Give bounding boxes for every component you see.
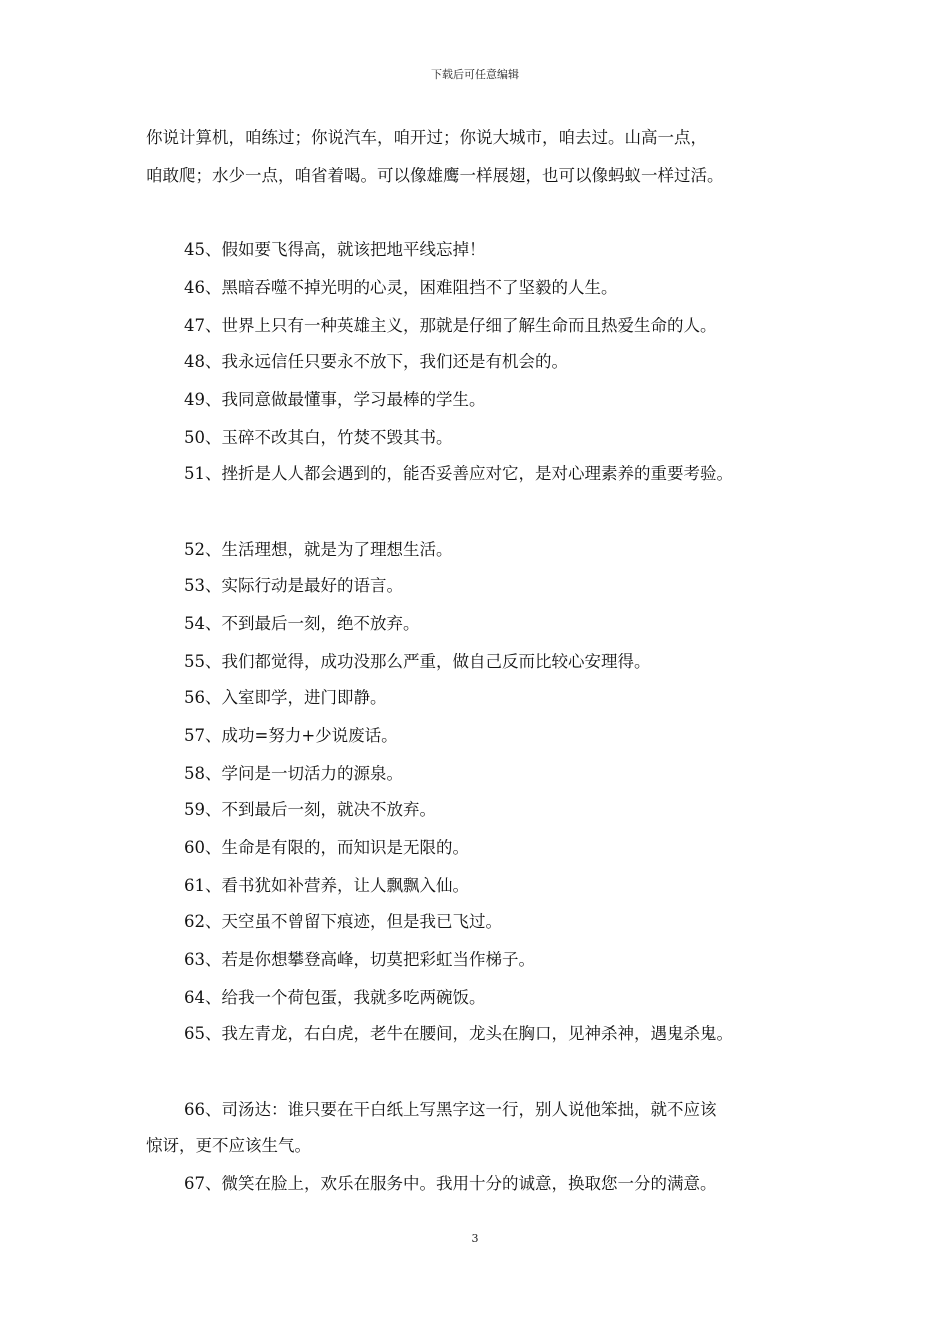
list-item: 62、天空虽不曾留下痕迹，但是我已飞过。 bbox=[184, 912, 502, 931]
list-item: 66、司汤达：谁只要在干白纸上写黑字这一行，别人说他笨拙，就不应该 bbox=[184, 1100, 717, 1119]
list-item: 60、生命是有限的，而知识是无限的。 bbox=[184, 838, 469, 857]
paragraph-line: 你说计算机，咱练过；你说汽车，咱开过；你说大城市，咱去过。山高一点， bbox=[146, 128, 707, 147]
list-item: 57、成功=努力+少说废话。 bbox=[184, 726, 398, 745]
list-item: 67、微笑在脸上，欢乐在服务中。我用十分的诚意，换取您一分的满意。 bbox=[184, 1174, 717, 1193]
list-item: 53、实际行动是最好的语言。 bbox=[184, 576, 403, 595]
list-item: 59、不到最后一刻，就决不放弃。 bbox=[184, 800, 436, 819]
list-item: 55、我们都觉得，成功没那么严重，做自己反而比较心安理得。 bbox=[184, 652, 651, 671]
list-item: 48、我永远信任只要永不放下，我们还是有机会的。 bbox=[184, 352, 568, 371]
list-item: 61、看书犹如补营养，让人飘飘入仙。 bbox=[184, 876, 469, 895]
list-item: 54、不到最后一刻，绝不放弃。 bbox=[184, 614, 420, 633]
list-item: 65、我左青龙，右白虎，老牛在腰间，龙头在胸口，见神杀神，遇鬼杀鬼。 bbox=[184, 1024, 733, 1043]
list-item: 50、玉碎不改其白，竹焚不毁其书。 bbox=[184, 428, 453, 447]
list-item: 58、学问是一切活力的源泉。 bbox=[184, 764, 403, 783]
list-item: 46、黑暗吞噬不掉光明的心灵，困难阻挡不了坚毅的人生。 bbox=[184, 278, 618, 297]
page-number: 3 bbox=[471, 1232, 479, 1245]
list-item: 49、我同意做最懂事，学习最棒的学生。 bbox=[184, 390, 486, 409]
list-item: 45、假如要飞得高，就该把地平线忘掉！ bbox=[184, 240, 486, 259]
list-item: 52、生活理想，就是为了理想生活。 bbox=[184, 540, 453, 559]
page-header: 下载后可任意编辑 bbox=[431, 68, 519, 81]
list-item: 64、给我一个荷包蛋，我就多吃两碗饭。 bbox=[184, 988, 486, 1007]
list-item: 47、世界上只有一种英雄主义，那就是仔细了解生命而且热爱生命的人。 bbox=[184, 316, 717, 335]
list-item-continuation: 惊讶，更不应该生气。 bbox=[146, 1136, 311, 1155]
list-item: 56、入室即学，进门即静。 bbox=[184, 688, 387, 707]
list-item: 63、若是你想攀登高峰，切莫把彩虹当作梯子。 bbox=[184, 950, 535, 969]
list-item: 51、挫折是人人都会遇到的，能否妥善应对它，是对心理素养的重要考验。 bbox=[184, 464, 733, 483]
paragraph-line: 咱敢爬；水少一点，咱省着喝。可以像雄鹰一样展翅，也可以像蚂蚁一样过活。 bbox=[146, 166, 724, 185]
